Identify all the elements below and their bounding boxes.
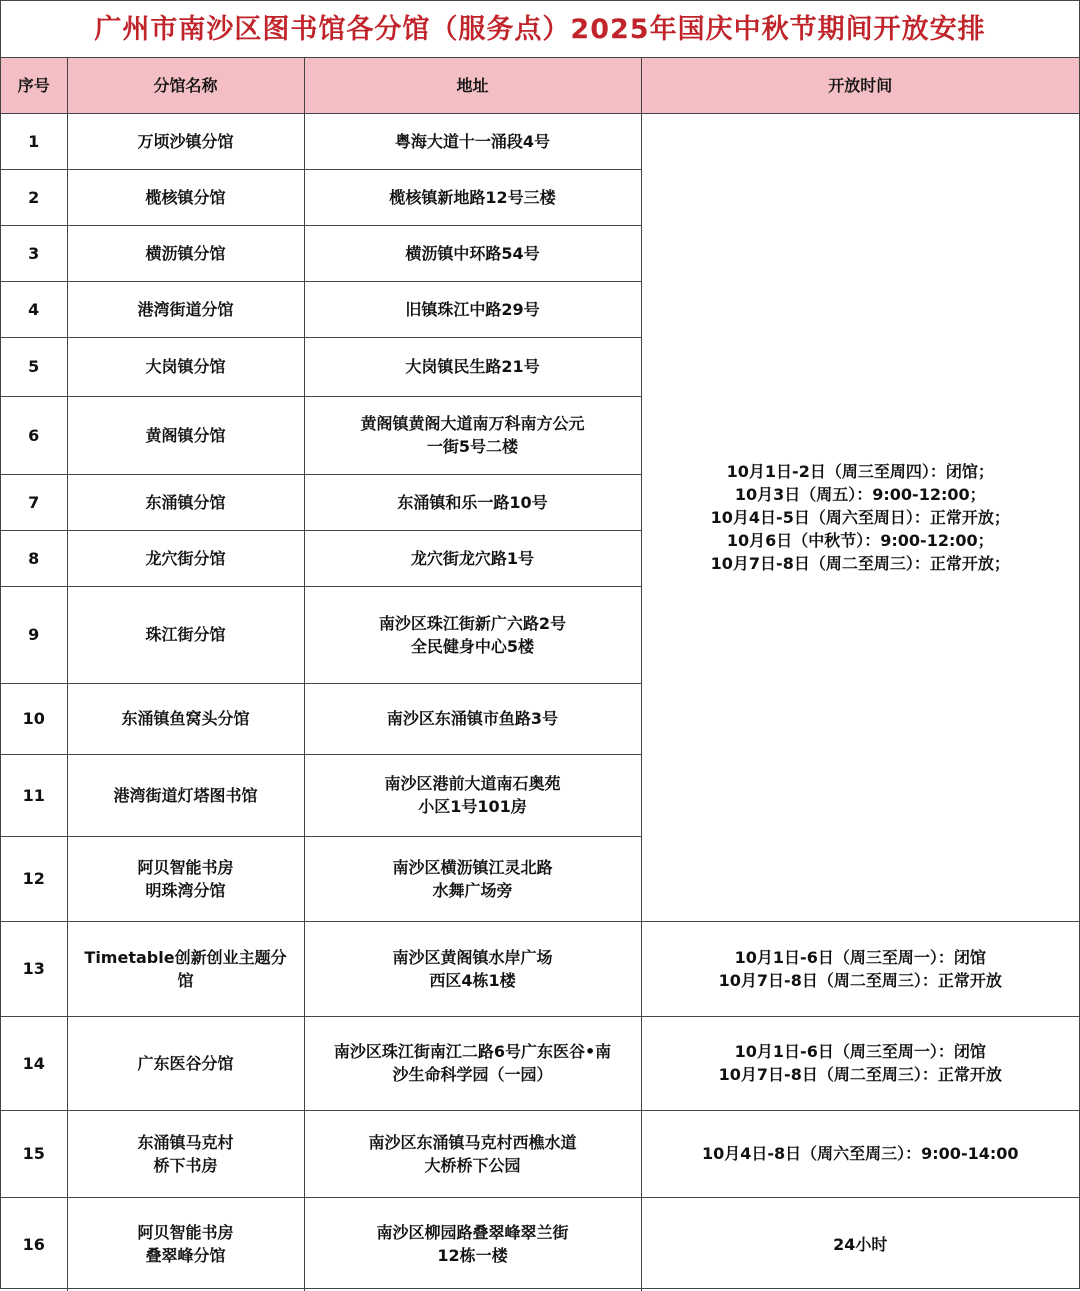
branch-address: 南沙区黄阁镇水岸广场 西区4栋1楼: [304, 921, 641, 1016]
branch-name: 珠江街分馆: [67, 586, 304, 683]
branch-name: 大岗镇分馆: [67, 337, 304, 396]
branch-name: 东涌镇分馆: [67, 474, 304, 530]
opening-hours: 10月1日-6日（周三至周一）：闭馆 10月7日-8日（周二至周三）：正常开放: [641, 921, 1079, 1016]
row-no: 4: [1, 281, 67, 337]
table-row: [1, 113, 1079, 169]
branch-address: 黄阁镇黄阁大道南万科南方公元 一街5号二楼: [304, 396, 641, 474]
row-no: 12: [1, 836, 67, 921]
row-no: 1: [1, 113, 67, 169]
branch-address: 东涌镇和乐一路10号: [304, 474, 641, 530]
row-no: 15: [1, 1110, 67, 1197]
branch-name: 龙穴街分馆: [67, 530, 304, 586]
branch-address: 横沥镇中环路54号: [304, 225, 641, 281]
row-no: 2: [1, 169, 67, 225]
branch-address: 南沙区横沥镇江灵北路 水舞广场旁: [304, 836, 641, 921]
branch-address: 旧镇珠江中路29号: [304, 281, 641, 337]
row-no: 10: [1, 683, 67, 754]
branch-name: 东涌镇鱼窝头分馆: [67, 683, 304, 754]
row-no: 3: [1, 225, 67, 281]
header-address: 地址: [304, 58, 641, 113]
branch-address: 南沙区东涌镇马克村西樵水道 大桥桥下公园: [304, 1110, 641, 1197]
schedule-table: [1, 58, 1079, 1291]
branch-name: 阿贝智能书房 叠翠峰分馆: [67, 1197, 304, 1291]
branch-name: 万顷沙镇分馆: [67, 113, 304, 169]
page-title: 广州市南沙区图书馆各分馆（服务点）2025年国庆中秋节期间开放安排: [1, 1, 1079, 58]
table-row: [1, 1110, 1079, 1197]
branch-address: 南沙区珠江街南江二路6号广东医谷•南 沙生命科学园（一园）: [304, 1016, 641, 1110]
opening-hours: 10月4日-8日（周六至周三）：9:00-14:00: [641, 1110, 1079, 1197]
table-row: [1, 1197, 1079, 1291]
branch-address: 南沙区珠江街新广六路2号 全民健身中心5楼: [304, 586, 641, 683]
branch-name: 黄阁镇分馆: [67, 396, 304, 474]
table-row: [1, 1016, 1079, 1110]
opening-hours: 10月1日-6日（周三至周一）：闭馆 10月7日-8日（周二至周三）：正常开放: [641, 1016, 1079, 1110]
row-no: 7: [1, 474, 67, 530]
branch-address: 粤海大道十一涌段4号: [304, 113, 641, 169]
branch-address: 大岗镇民生路21号: [304, 337, 641, 396]
branch-address: 南沙区港前大道南石奥苑 小区1号101房: [304, 754, 641, 836]
row-no: 8: [1, 530, 67, 586]
branch-address: 南沙区东涌镇市鱼路3号: [304, 683, 641, 754]
header-row: [1, 58, 1079, 113]
row-no: 6: [1, 396, 67, 474]
branch-name: Timetable创新创业主题分 馆: [67, 921, 304, 1016]
row-no: 16: [1, 1197, 67, 1291]
table-row: [1, 921, 1079, 1016]
branch-name: 港湾街道灯塔图书馆: [67, 754, 304, 836]
branch-name: 阿贝智能书房 明珠湾分馆: [67, 836, 304, 921]
branch-name: 榄核镇分馆: [67, 169, 304, 225]
row-no: 13: [1, 921, 67, 1016]
branch-name: 东涌镇马克村 桥下书房: [67, 1110, 304, 1197]
branch-name: 广东医谷分馆: [67, 1016, 304, 1110]
branch-address: 龙穴街龙穴路1号: [304, 530, 641, 586]
header-no: 序号: [1, 58, 67, 113]
row-no: 14: [1, 1016, 67, 1110]
row-no: 9: [1, 586, 67, 683]
branch-name: 港湾街道分馆: [67, 281, 304, 337]
row-no: 11: [1, 754, 67, 836]
opening-hours: 24小时: [641, 1197, 1079, 1291]
branch-address: 榄核镇新地路12号三楼: [304, 169, 641, 225]
header-hours: 开放时间: [641, 58, 1079, 113]
branch-name: 横沥镇分馆: [67, 225, 304, 281]
header-name: 分馆名称: [67, 58, 304, 113]
branch-address: 南沙区柳园路叠翠峰翠兰街 12栋一楼: [304, 1197, 641, 1291]
shared-opening-hours: 10月1日-2日（周三至周四）：闭馆； 10月3日（周五）：9:00-12:00； 10月4日-5日（周六至周日）：正常开放； 10月6日（中秋节）：9:00-12:00； 10月7日-8日（周二至周三）：正常开放；: [641, 113, 1079, 921]
row-no: 5: [1, 337, 67, 396]
